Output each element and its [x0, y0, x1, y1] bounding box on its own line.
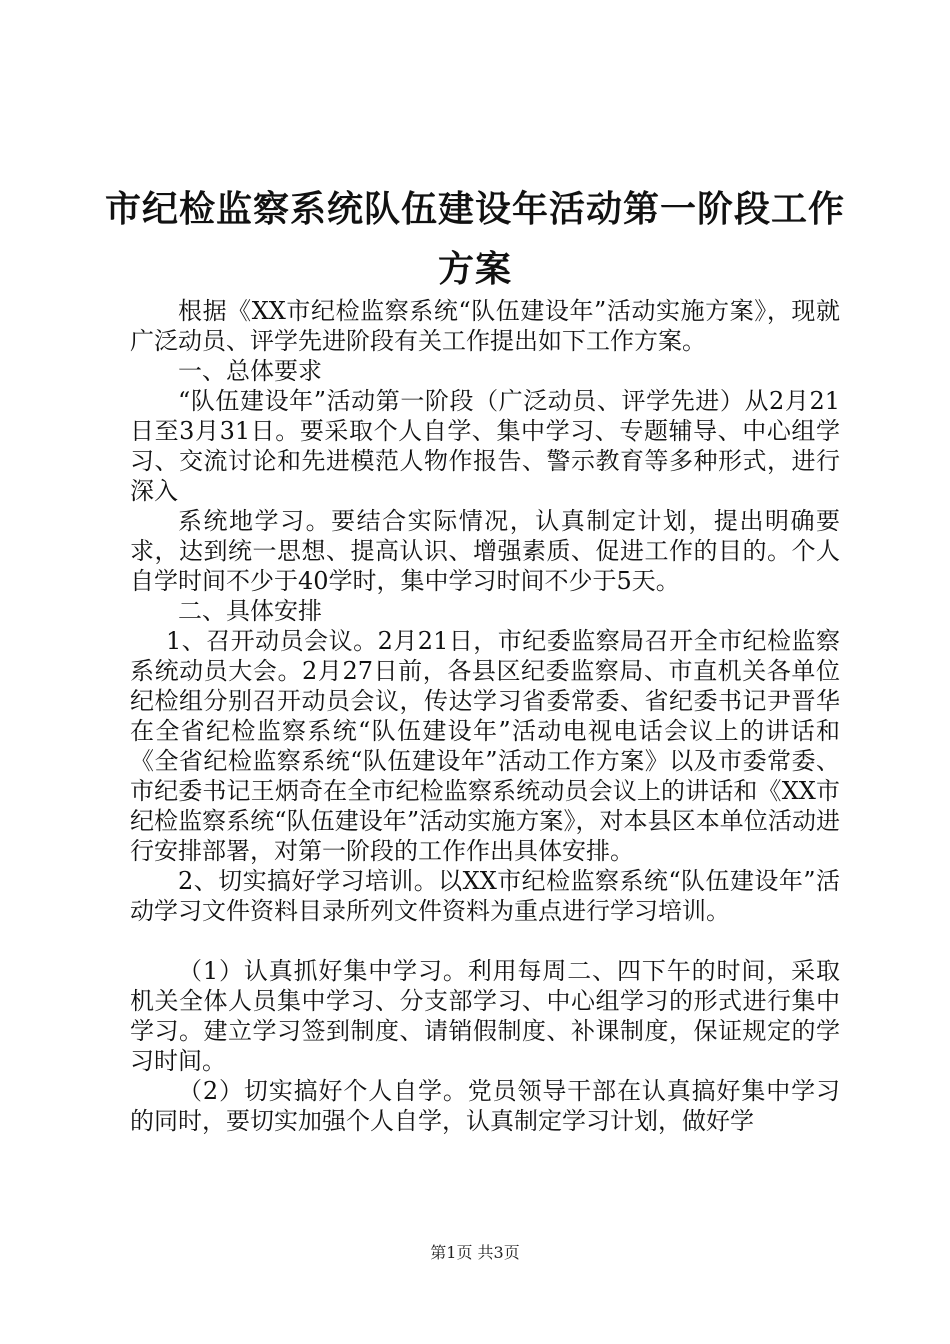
document-title-line-2: 方案	[437, 249, 512, 290]
section-heading-specific-arrangements: 二、具体安排	[178, 597, 322, 625]
intro-paragraph: 根据《XX市纪检监察系统“队伍建设年”活动实施方案》，现就广泛动员、评学先进阶段有关工作提出如下工作方案。	[130, 297, 840, 355]
paragraph-collective-study: （1）认真抓好集中学习。利用每周二、四下午的时间，采取机关全体人员集中学习、分支部学习、中心组学习的形式进行集中学习。建立学习签到制度、请销假制度、补课制度，保证规定的学习时间。	[130, 957, 840, 1075]
paragraph-self-study: （2）切实搞好个人自学。党员领导干部在认真搞好集中学习的同时，要切实加强个人自学，认真制定学习计划，做好学	[130, 1077, 840, 1135]
paragraph-mobilization-meeting: 1、召开动员会议。2月21日，市纪委监察局召开全市纪检监察系统动员大会。2月27日前，各县区纪委监察局、市直机关各单位纪检组分别召开动员会议，传达学习省委常委、省纪委书记尹晋华在全省纪检监察系统“队伍建设年”活动电视电话会议上的讲话和《全省纪检监察系统“队伍建设年”活动工作方案》以及市委常委、市纪委书记王炳奇在全市纪检监察系统动员会议上的讲话和《XX市纪检监察系统“队伍建设年”活动实施方案》，对本县区本单位活动进行安排部署，对第一阶段的工作作出具体安排。	[130, 627, 840, 865]
document-body	[130, 296, 840, 1136]
paragraph-stage-one: “队伍建设年”活动第一阶段（广泛动员、评学先进）从2月21日至3月31日。要采取个人自学、集中学习、专题辅导、中心组学习、交流讨论和先进模范人物作报告、警示教育等多种形式，进行深入	[130, 387, 840, 505]
paragraph-systematic-study: 系统地学习。要结合实际情况，认真制定计划，提出明确要求，达到统一思想、提高认识、增强素质、促进工作的目的。个人自学时间不少于40学时，集中学习时间不少于5天。	[130, 507, 840, 595]
document-title-line-1: 市纪检监察系统队伍建设年活动第一阶段工作	[104, 189, 845, 230]
page-footer: 第1页 共3页	[430, 1243, 520, 1262]
paragraph-study-training: 2、切实搞好学习培训。以XX市纪检监察系统“队伍建设年”活动学习文件资料目录所列文件资料为重点进行学习培训。	[130, 867, 840, 925]
paragraph-spacer	[130, 926, 840, 956]
section-heading-general-requirements: 一、总体要求	[178, 357, 322, 385]
